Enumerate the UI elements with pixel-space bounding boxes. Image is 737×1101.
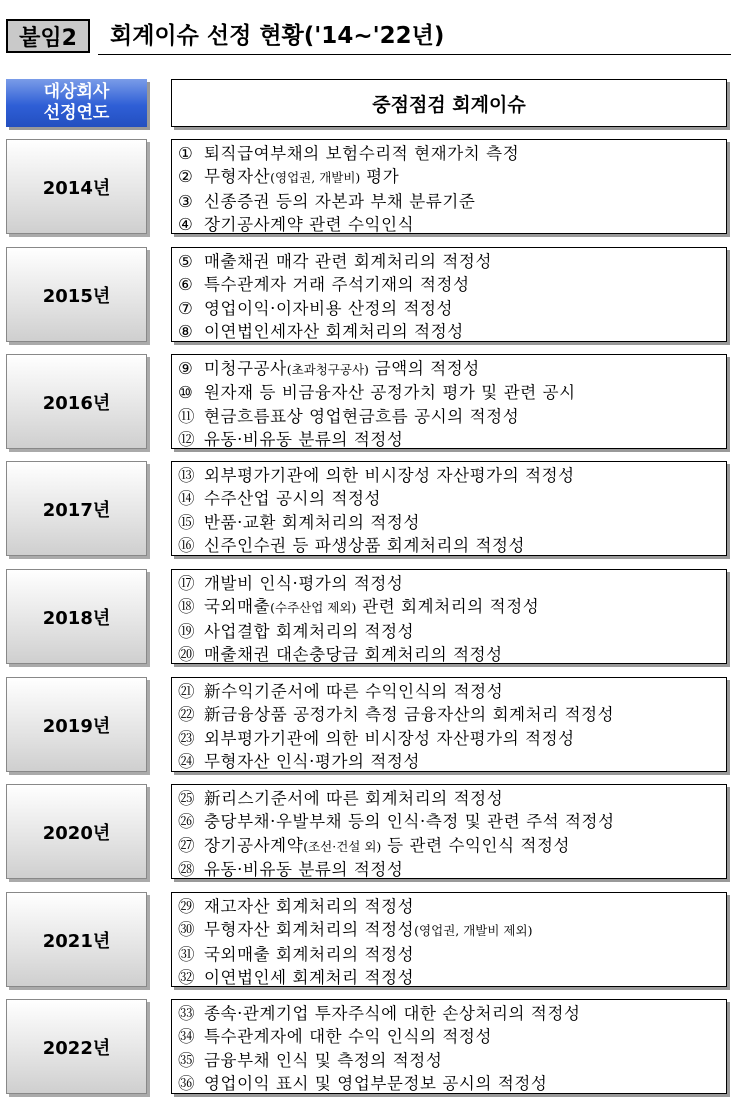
issue-text: 특수관계자 거래 주석기재의 적정성 (204, 275, 470, 295)
title-row (6, 19, 731, 55)
issue-text: 이연법인세 회계처리 적정성 (204, 967, 415, 987)
issue-number: ② (178, 167, 194, 187)
issue-item (178, 966, 726, 989)
issue-text: 미청구공사 (204, 359, 287, 378)
issue-item (178, 213, 726, 236)
issue-item (178, 1049, 726, 1072)
issue-number: ⑮ (178, 512, 196, 532)
issue-text: 영업이익 표시 및 영업부문정보 공시의 적정성 (204, 1073, 548, 1093)
issue-text: 개발비 인식·평가의 적정성 (204, 574, 404, 593)
year-cell: 2020년 (6, 784, 147, 879)
issue-text: 新금융상품 공정가치 측정 금융자산의 회계처리 적정성 (204, 705, 615, 725)
issue-text: 장기공사계약 관련 수익인식 (204, 214, 415, 234)
issue-item (178, 620, 726, 643)
issue-text: 무형자산 회계처리의 적정성 (204, 920, 415, 940)
year-cell: 2014년 (6, 139, 147, 234)
issue-number: ㉛ (178, 944, 196, 964)
issue-text-suffix: 평가 (360, 167, 400, 187)
issue-text-suffix: 등 관련 수익인식 적정성 (381, 835, 571, 855)
issue-text: 영업이익·이자비용 산정의 적정성 (204, 298, 454, 318)
issue-text: 원자재 등 비금융자산 공정가치 평가 및 관련 공시 (204, 383, 576, 403)
issue-number: ⑪ (178, 406, 196, 426)
issue-number: ⑤ (178, 252, 194, 271)
year-cell: 2017년 (6, 461, 147, 556)
issue-item (178, 297, 726, 320)
issue-item (178, 464, 726, 487)
issue-number: ④ (178, 214, 194, 234)
issue-item (178, 428, 726, 451)
issue-text: 국외매출 회계처리의 적정성 (204, 944, 415, 964)
issue-text-suffix: 금액의 적정성 (368, 359, 480, 378)
year-cell: 2016년 (6, 354, 147, 449)
issue-item (178, 572, 726, 595)
issue-list (171, 569, 727, 664)
issue-number: ㉜ (178, 967, 196, 987)
issue-text: 재고자산 회계처리의 적정성 (204, 897, 415, 916)
issue-number: ① (178, 144, 194, 163)
issue-item (178, 643, 726, 666)
issue-number: ⑰ (178, 574, 196, 593)
issue-text: 종속·관계기업 투자주식에 대한 손상처리의 적정성 (204, 1004, 581, 1023)
issue-number: ⑳ (178, 644, 196, 664)
issue-text: 외부평가기관에 의한 비시장성 자산평가의 적정성 (204, 466, 575, 485)
column-header-issues: 중점점검 회계이슈 (171, 79, 727, 127)
issue-number: ㉚ (178, 920, 196, 940)
issue-number: ㉒ (178, 705, 196, 725)
issue-note: (초과청구공사) (286, 362, 369, 377)
issue-item (178, 381, 726, 404)
issue-item (178, 250, 726, 273)
issue-item (178, 511, 726, 534)
title-underline (98, 54, 731, 55)
year-cell: 2021년 (6, 892, 147, 987)
issue-text: 무형자산 인식·평가의 적정성 (204, 751, 421, 771)
issue-number: ③ (178, 191, 194, 211)
issue-list (171, 892, 727, 987)
issue-item (178, 810, 726, 833)
issue-number: ㊱ (178, 1073, 196, 1093)
issue-note: (수주산업 제외) (270, 600, 357, 616)
issue-number: ⑱ (178, 597, 196, 617)
issue-item (178, 680, 726, 703)
year-cell: 2015년 (6, 247, 147, 342)
year-cell: 2018년 (6, 569, 147, 664)
issue-item (178, 703, 726, 726)
attachment-badge: 붙임2 (6, 19, 90, 53)
column-header-year (6, 79, 147, 127)
issue-number: ⑲ (178, 621, 196, 641)
issue-number: ⑭ (178, 489, 196, 509)
issue-item (178, 405, 726, 428)
issue-number: ㉘ (178, 859, 196, 879)
issue-text: 금융부채 인식 및 측정의 적정성 (204, 1050, 443, 1070)
issue-item (178, 165, 726, 189)
issue-list (171, 354, 727, 449)
issue-item (178, 918, 726, 942)
issue-item (178, 190, 726, 213)
issue-text: 신종증권 등의 자본과 부채 분류기준 (204, 191, 476, 211)
issue-item (178, 595, 726, 619)
issue-item (178, 142, 726, 165)
issue-item (178, 1072, 726, 1095)
issue-item (178, 858, 726, 881)
year-cell: 2019년 (6, 677, 147, 772)
issue-text: 유동·비유동 분류의 적정성 (204, 429, 404, 449)
issue-list (171, 784, 727, 879)
issue-number: ⑯ (178, 535, 196, 555)
issue-text: 퇴직급여부채의 보험수리적 현재가치 측정 (204, 144, 520, 163)
page-title: 회계이슈 선정 현황('14~'22년) (110, 23, 445, 49)
issue-list (171, 461, 727, 556)
issue-text: 국외매출 (204, 597, 271, 617)
issue-text: 수주산업 공시의 적정성 (204, 489, 382, 509)
issue-list (171, 139, 727, 234)
issue-number: ㉙ (178, 897, 196, 916)
issue-number: ⑧ (178, 321, 194, 341)
issue-list (171, 247, 727, 342)
issue-text: 新리스기준서에 따른 회계처리의 적정성 (204, 789, 504, 808)
issue-number: ⑥ (178, 275, 194, 295)
issue-text: 매출채권 대손충당금 회계처리의 적정성 (204, 644, 503, 664)
issue-text: 장기공사계약 (204, 835, 304, 855)
issue-number: ㉔ (178, 751, 196, 771)
issue-number: ㉗ (178, 835, 196, 855)
issue-text: 新수익기준서에 따른 수익인식의 적정성 (204, 682, 504, 701)
issue-number: ⑦ (178, 298, 194, 318)
issue-item (178, 273, 726, 296)
issue-item (178, 487, 726, 510)
issue-item (178, 943, 726, 966)
issue-item (178, 320, 726, 343)
issue-number: ⑫ (178, 429, 196, 449)
issue-number: ㉟ (178, 1050, 196, 1070)
issue-number: ㉖ (178, 812, 196, 832)
issue-item (178, 357, 726, 381)
issue-number: ㉓ (178, 728, 196, 748)
issue-number: ⑨ (178, 359, 194, 378)
issue-item (178, 1002, 726, 1025)
issue-item (178, 1025, 726, 1048)
issue-item (178, 787, 726, 810)
issue-number: ㉝ (178, 1004, 196, 1023)
issue-text: 충당부채·우발부채 등의 인식·측정 및 관련 주석 적정성 (204, 812, 615, 832)
issue-text: 매출채권 매각 관련 회계처리의 적정성 (204, 252, 493, 271)
issue-text: 사업결합 회계처리의 적정성 (204, 621, 415, 641)
issue-text: 반품·교환 회계처리의 적정성 (204, 512, 421, 532)
issue-item (178, 727, 726, 750)
issue-text: 신주인수권 등 파생상품 회계처리의 적정성 (204, 535, 526, 555)
issue-note: (조선·건설 외) (303, 838, 382, 854)
year-cell: 2022년 (6, 999, 147, 1094)
issue-text: 유동·비유동 분류의 적정성 (204, 859, 404, 879)
issue-number: ㉞ (178, 1027, 196, 1047)
issue-number: ⑬ (178, 466, 196, 485)
column-header-year-line1: 대상회사 (43, 82, 110, 102)
issue-number: ㉑ (178, 682, 196, 701)
issue-number: ⑩ (178, 383, 194, 403)
issue-number: ㉕ (178, 789, 196, 808)
issue-list (171, 677, 727, 772)
issue-note: (영업권, 개발비) (270, 170, 361, 186)
issue-item (178, 534, 726, 557)
issue-item (178, 834, 726, 858)
issue-text: 외부평가기관에 의한 비시장성 자산평가의 적정성 (204, 728, 575, 748)
issue-text-suffix: 관련 회계처리의 적정성 (356, 597, 540, 617)
issue-item (178, 750, 726, 773)
issue-list (171, 999, 727, 1094)
issue-text: 이연법인세자산 회계처리의 적정성 (204, 321, 464, 341)
issue-note: (영업권, 개발비 제외) (414, 923, 533, 939)
issue-text: 무형자산 (204, 167, 271, 187)
column-header-year-line2: 선정연도 (43, 103, 110, 123)
issue-item (178, 895, 726, 918)
issue-text: 특수관계자에 대한 수익 인식의 적정성 (204, 1027, 493, 1047)
issue-text: 현금흐름표상 영업현금흐름 공시의 적정성 (204, 406, 520, 426)
